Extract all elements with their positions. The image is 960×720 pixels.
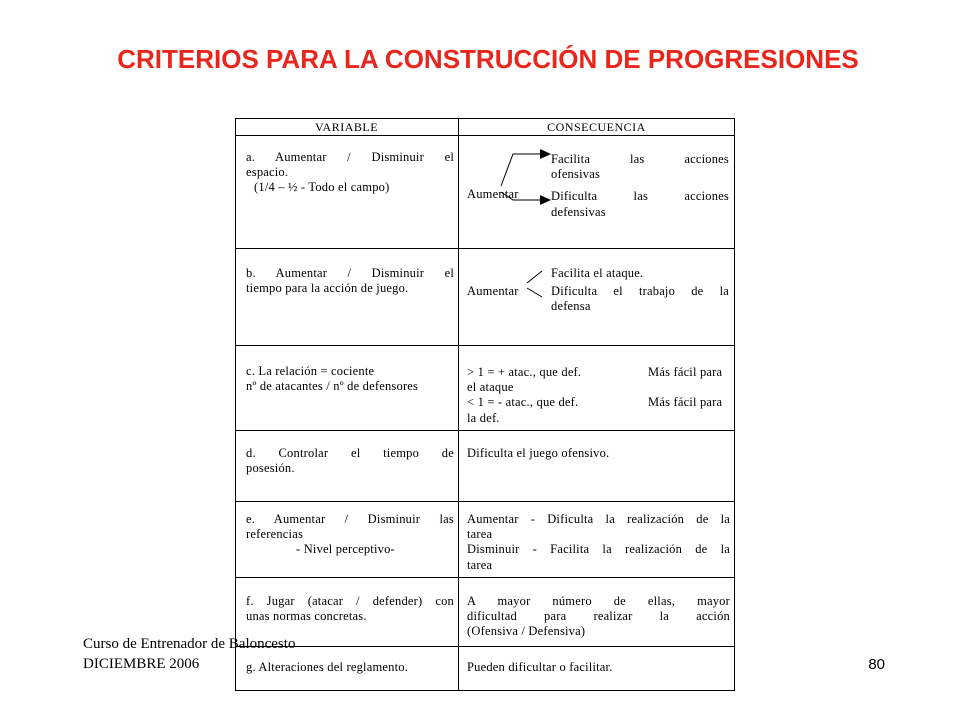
- row-d-consequence: Dificulta el juego ofensivo.: [467, 446, 610, 460]
- row-divider: [235, 430, 735, 431]
- slide-title: CRITERIOS PARA LA CONSTRUCCIÓN DE PROGRESIONES: [117, 44, 859, 74]
- row-f-variable: f. Jugar (atacar / defender) con unas normas concretas.: [246, 594, 454, 624]
- branch-arrows-icon: [497, 144, 557, 214]
- header-consequence: CONSECUENCIA: [547, 120, 646, 134]
- row-divider: [235, 577, 735, 578]
- row-b-consequence: Facilita el ataque. Dificulta el trabajo de la defensa: [551, 266, 729, 314]
- row-e-consequence: Aumentar - Dificulta la realización de la tarea Disminuir - Facilita la realización de la tarea: [467, 512, 730, 572]
- row-e-variable: e. Aumentar / Disminuir las referencias - Nivel perceptivo-: [246, 512, 454, 557]
- row-divider: [235, 248, 735, 249]
- table-border-right: [734, 118, 735, 691]
- row-b-variable: b. Aumentar / Disminuir el tiempo para la acción de juego.: [246, 266, 454, 296]
- footer-course: Curso de Entrenador de Baloncesto: [83, 636, 296, 652]
- row-f-consequence: A mayor número de ellas, mayor dificultad para realizar la acción (Ofensiva / Defensiva): [467, 594, 730, 639]
- row-divider: [235, 345, 735, 346]
- table-border-bottom: [235, 690, 735, 691]
- row-c-variable: c. La relación = cociente nº de atacantes / nº de defensores: [246, 364, 419, 394]
- page-number: 80: [868, 656, 885, 673]
- row-divider: [235, 501, 735, 502]
- row-divider: [235, 646, 735, 647]
- header-divider: [235, 135, 735, 136]
- footer-date: DICIEMBRE 2006: [83, 656, 200, 672]
- row-a-lead: Aumentar: [467, 187, 519, 201]
- table-border-left: [235, 118, 236, 691]
- row-g-variable: g. Alteraciones del reglamento.: [246, 660, 409, 674]
- criteria-table: [235, 118, 735, 691]
- row-a-variable: a. Aumentar / Disminuir el espacio. (1/4 – ½ - Todo el campo): [246, 150, 454, 195]
- table-column-divider: [458, 118, 459, 691]
- row-d-variable: d. Controlar el tiempo de posesión.: [246, 446, 454, 476]
- row-b-lead: Aumentar: [467, 284, 519, 298]
- header-variable: VARIABLE: [314, 120, 379, 134]
- row-c-consequence: > 1 = + atac., que def. Más fácil para el ataque < 1 = - atac., que def. Más fácil para la def.: [467, 365, 723, 425]
- row-a-consequence: Facilita las acciones ofensivas Dificulta las acciones defensivas: [551, 152, 729, 219]
- row-g-consequence: Pueden dificultar o facilitar.: [467, 660, 613, 674]
